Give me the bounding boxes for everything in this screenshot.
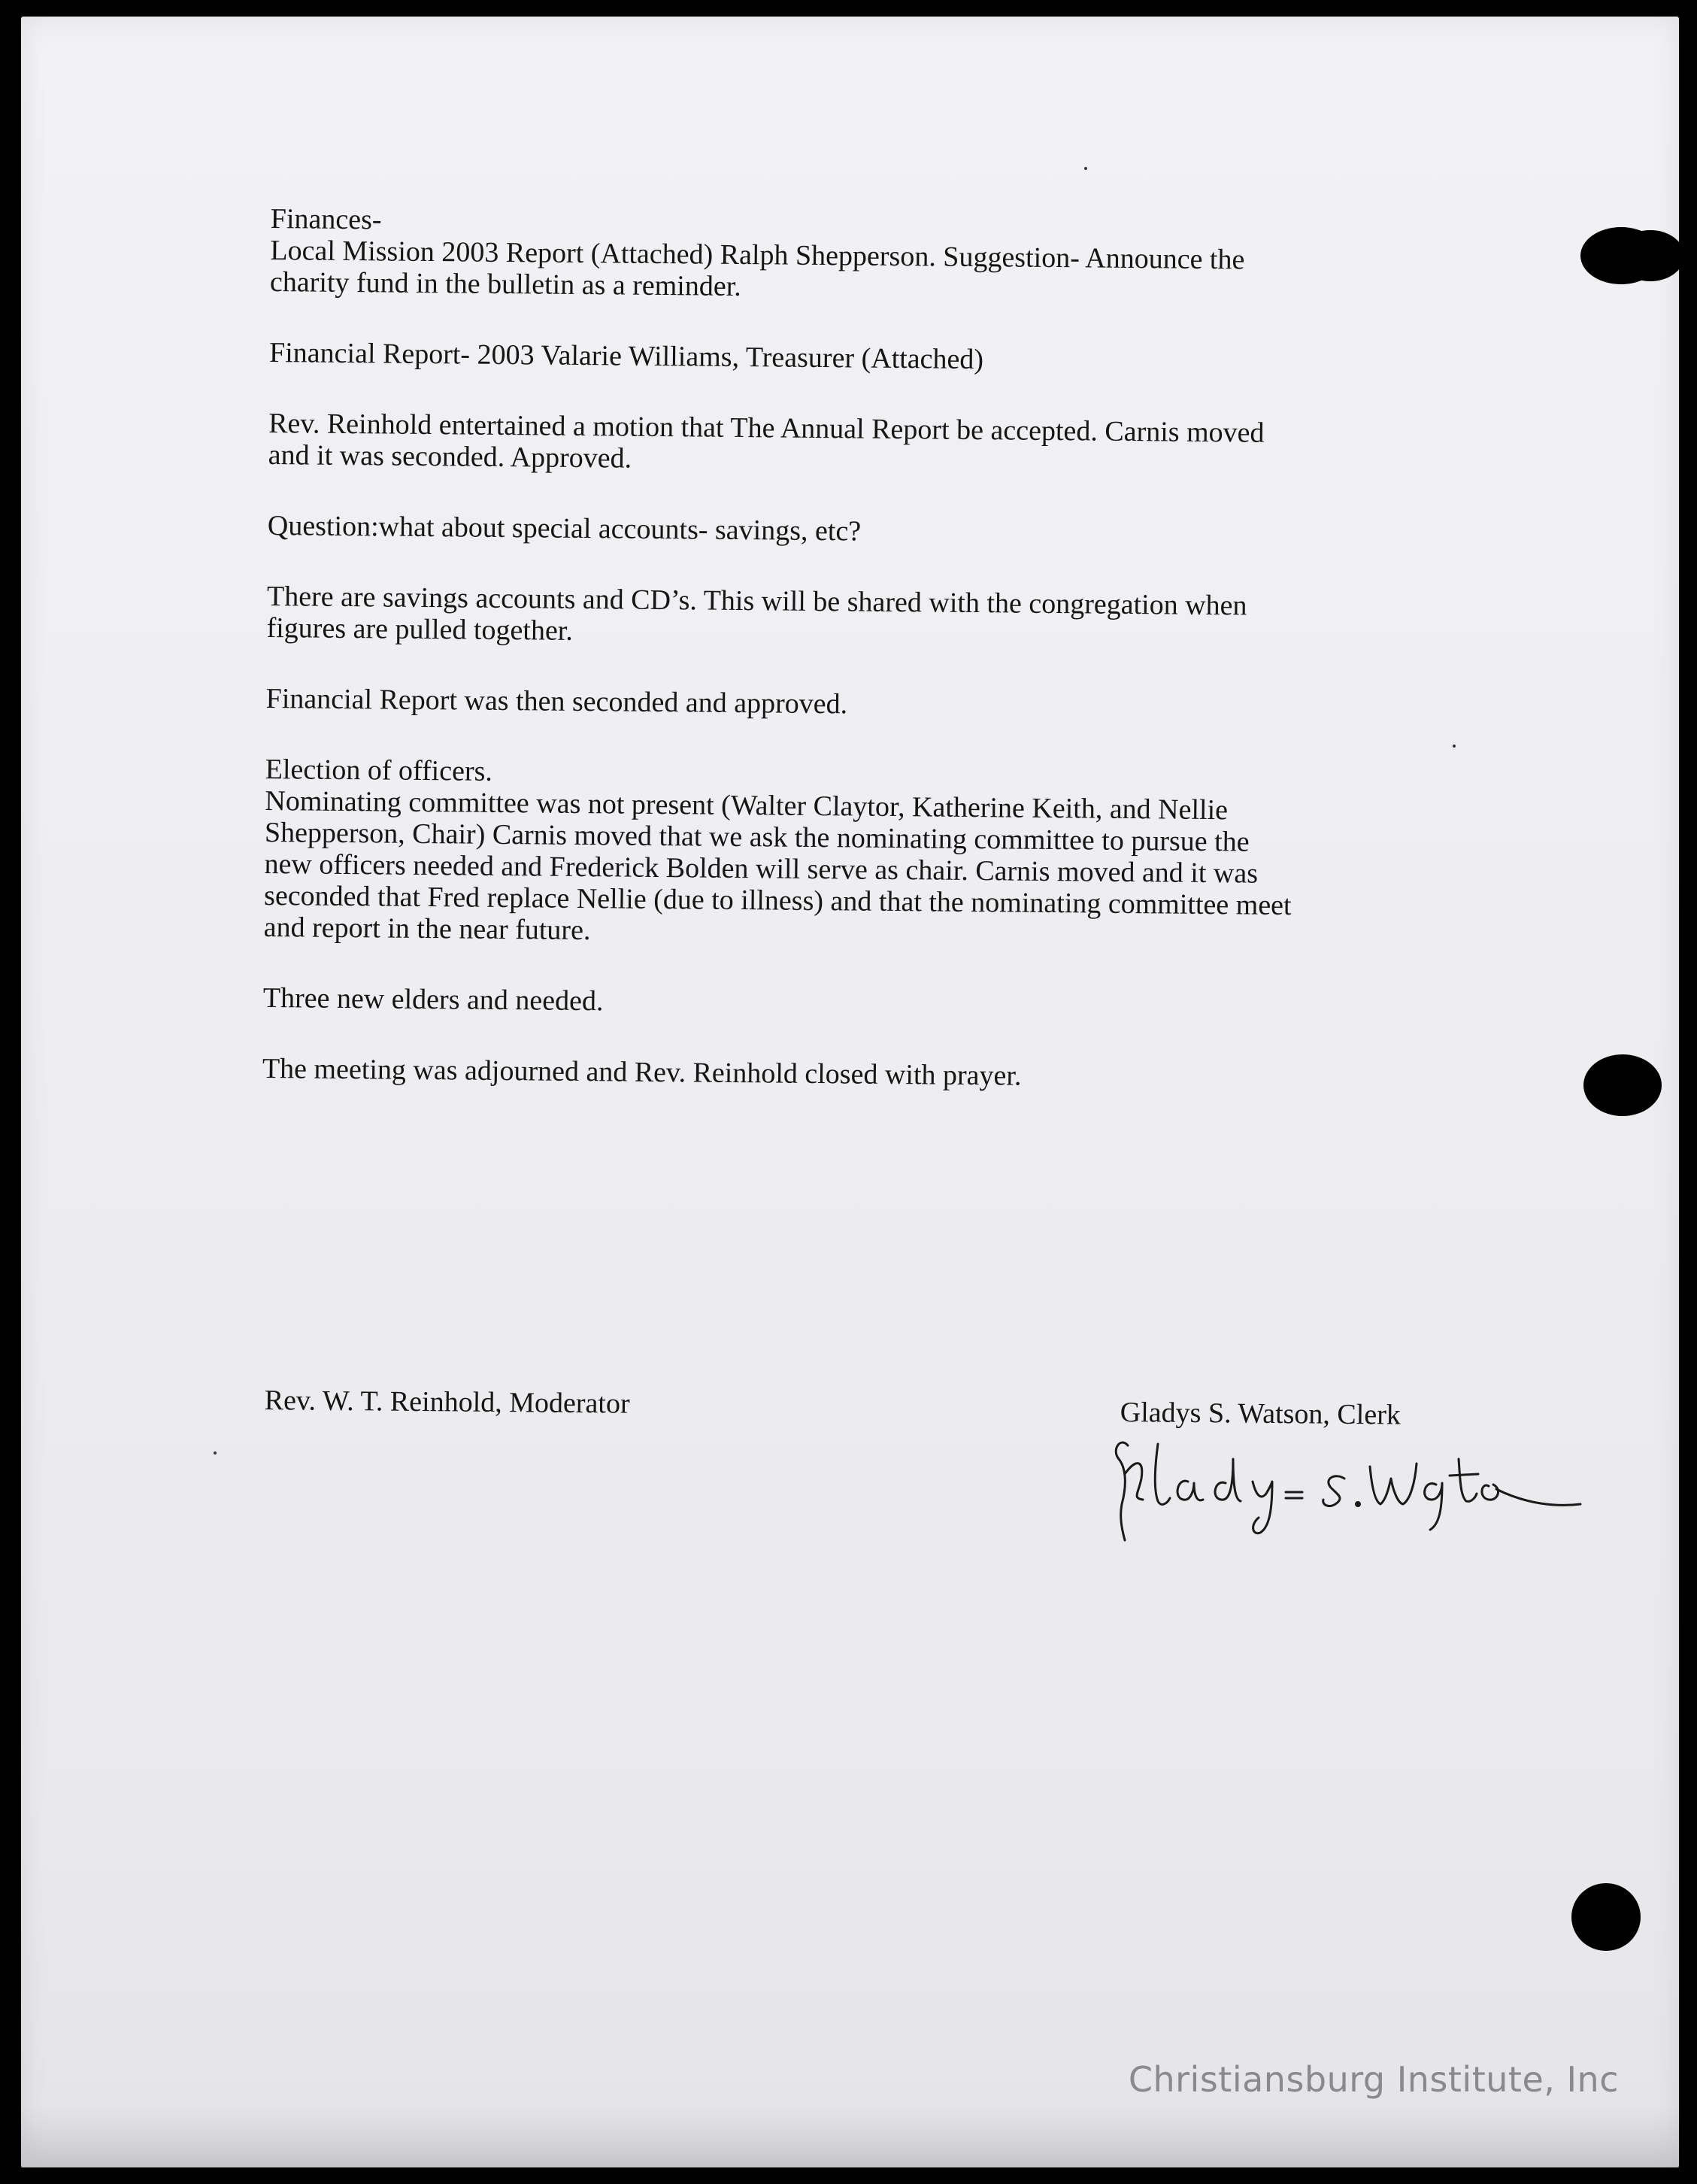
paper-speck [1453,745,1456,748]
archive-watermark: Christiansburg Institute, Inc [1128,2059,1619,2100]
text-line: The meeting was adjourned and Rev. Reinhold closed with prayer. [262,1052,1022,1092]
text-line: Shepperson, Chair) Carnis moved that we ask the nominating committee to pursue the [264,816,1250,858]
paragraph-adjourned [262,1053,1495,1097]
text-line: and it was seconded. Approved. [268,438,632,475]
paragraph-report-approved [265,683,1499,726]
clerk-signature-line: Gladys S. Watson, Clerk [1120,1397,1402,1431]
scan-border-right [1679,0,1697,2184]
paragraph-question [268,510,1501,554]
text-line: and report in the near future. [263,911,591,947]
punch-hole-middle [1583,1054,1662,1116]
paper-speck [1084,167,1087,170]
paper-speck [214,1451,217,1454]
paper-bottom-crease [21,2106,1679,2167]
paragraph-election [264,754,1499,955]
text-line: Election of officers. [265,753,493,787]
text-line: Three new elders and needed. [262,981,604,1018]
text-line: Finances- [270,203,382,236]
text-line: Rev. Reinhold entertained a motion that The Annual Report be accepted. Carnis moved [268,407,1265,449]
paragraph-finances [270,203,1504,310]
text-line: There are savings accounts and CD’s. This will be shared with the congregation when [266,580,1247,622]
minutes-body [262,203,1504,1136]
paragraph-elders [263,982,1496,1026]
paragraph-savings-answer [266,581,1500,656]
handwritten-signature [1105,1429,1586,1549]
text-line: Nominating committee was not present (Walter Claytor, Katherine Keith, and Nellie [265,784,1229,827]
punch-hole-bottom [1571,1883,1641,1951]
text-line: new officers needed and Frederick Bolden will serve as chair. Carnis moved and it was [264,848,1259,890]
text-line: Financial Report was then seconded and approved. [265,682,848,720]
punch-hole-top-overlap [1617,230,1684,281]
text-line: seconded that Fred replace Nellie (due to illness) and that the nominating committee meet [263,879,1292,922]
moderator-signature-line: Rev. W. T. Reinhold, Moderator [264,1385,630,1420]
text-line: figures are pulled together. [266,611,574,647]
text-line: Financial Report- 2003 Valarie Williams, Treasurer (Attached) [268,336,984,376]
text-line: Local Mission 2003 Report (Attached) Ralph Shepperson. Suggestion- Announce the [270,234,1245,276]
paragraph-financial-report [269,337,1502,381]
paragraph-annual-report-motion [268,408,1502,483]
text-line: Question:what about special accounts- savings, etc? [267,509,862,548]
text-line: charity fund in the bulletin as a reminder. [269,265,741,303]
